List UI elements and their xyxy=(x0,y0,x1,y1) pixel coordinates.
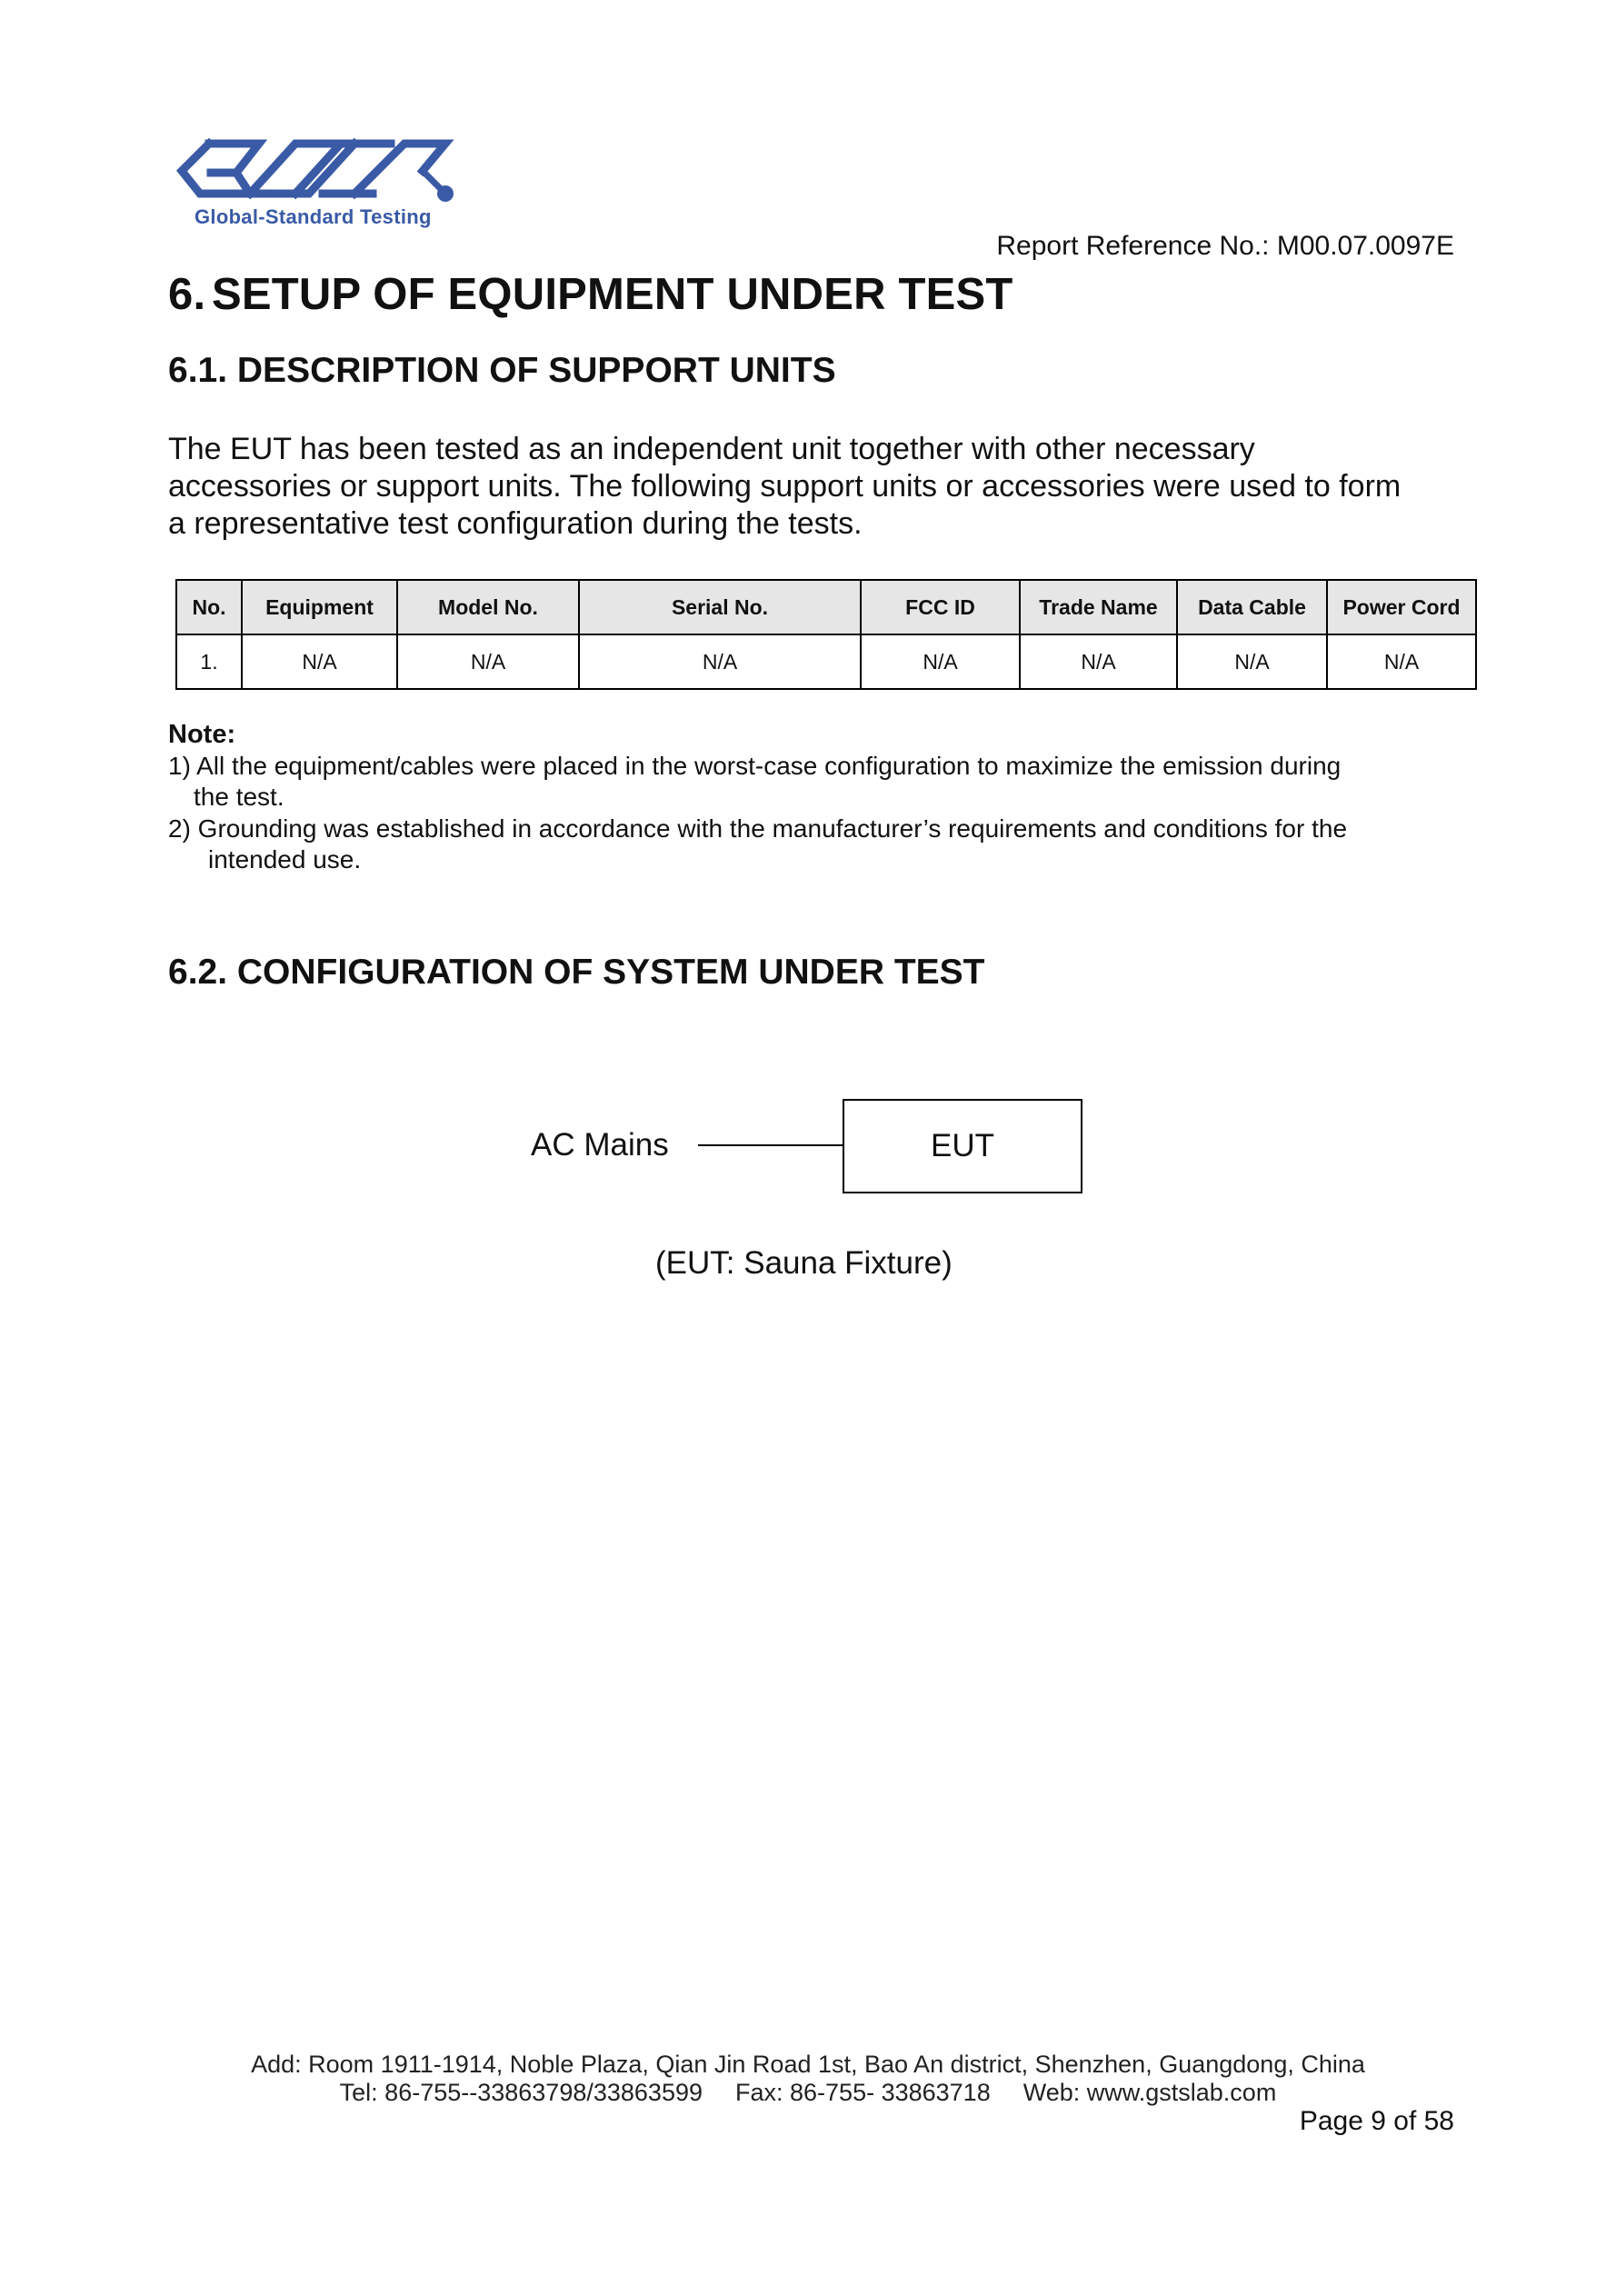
note-line: the test. xyxy=(194,783,284,811)
subsection-heading-6-2: 6.2. CONFIGURATION OF SYSTEM UNDER TEST xyxy=(168,953,985,992)
header-data-cable: Data Cable xyxy=(1177,580,1327,634)
connection-line xyxy=(698,1144,843,1146)
section-title: SETUP OF EQUIPMENT UNDER TEST xyxy=(212,270,1013,319)
eut-box-label: EUT xyxy=(931,1128,994,1163)
cell-fcc-id: N/A xyxy=(861,634,1020,689)
footer-tel: Tel: 86-755--33863798/33863599 xyxy=(339,2079,703,2106)
cell-trade-name: N/A xyxy=(1020,634,1177,689)
note-line: 1) All the equipment/cables were placed in the worst-case configuration to maximize the emission during xyxy=(168,752,1342,780)
section-number: 6. xyxy=(168,270,206,319)
cell-equipment: N/A xyxy=(242,634,397,689)
intro-line: accessories or support units. The following support units or accessories were used to form xyxy=(168,469,1402,504)
note-line: 2) Grounding was established in accordance with the manufacturer’s requirements and conditions for the xyxy=(168,814,1348,843)
page-number: Page 9 of 58 xyxy=(1299,2106,1454,2136)
header-no: No. xyxy=(176,580,242,634)
report-reference: Report Reference No.: M00.07.0097E xyxy=(996,231,1454,261)
intro-line: The EUT has been tested as an independent unit together with other necessary xyxy=(168,432,1255,466)
ac-mains-label: AC Mains xyxy=(531,1127,669,1163)
header-equipment: Equipment xyxy=(242,580,397,634)
footer-fax: Fax: 86-755- 33863718 xyxy=(735,2079,991,2106)
header-serial-no: Serial No. xyxy=(579,580,861,634)
header-trade-name: Trade Name xyxy=(1020,580,1177,634)
footer-address: Add: Room 1911-1914, Noble Plaza, Qian Jin Road 1st, Bao An district, Shenzhen, Guangdong, China xyxy=(251,2051,1365,2078)
table-header-row xyxy=(176,580,1476,634)
table-row xyxy=(176,634,1476,689)
intro-paragraph xyxy=(168,431,1477,543)
eut-box xyxy=(843,1099,1082,1193)
header-model-no: Model No. xyxy=(397,580,579,634)
cell-data-cable: N/A xyxy=(1177,634,1327,689)
note-line: intended use. xyxy=(208,845,362,873)
note-label: Note: xyxy=(168,720,236,749)
header-power-cord: Power Cord xyxy=(1327,580,1476,634)
subsection-heading-6-1: 6.1. DESCRIPTION OF SUPPORT UNITS xyxy=(168,351,836,390)
section-heading xyxy=(168,269,1013,320)
footer-web: Web: www.gstslab.com xyxy=(1022,2079,1277,2106)
header-fcc-id: FCC ID xyxy=(861,580,1020,634)
cell-model-no: N/A xyxy=(397,634,579,689)
note-item xyxy=(168,751,1341,813)
cell-no: 1. xyxy=(176,634,242,689)
cell-power-cord: N/A xyxy=(1327,634,1476,689)
eut-caption: (EUT: Sauna Fixture) xyxy=(655,1245,953,1281)
note-item xyxy=(168,814,1347,875)
cell-serial-no: N/A xyxy=(579,634,861,689)
intro-line: a representative test configuration during the tests. xyxy=(168,506,863,541)
footer-contact xyxy=(0,2079,1616,2107)
support-units-table xyxy=(175,579,1477,690)
logo-text: Global-Standard Testing xyxy=(195,205,432,228)
